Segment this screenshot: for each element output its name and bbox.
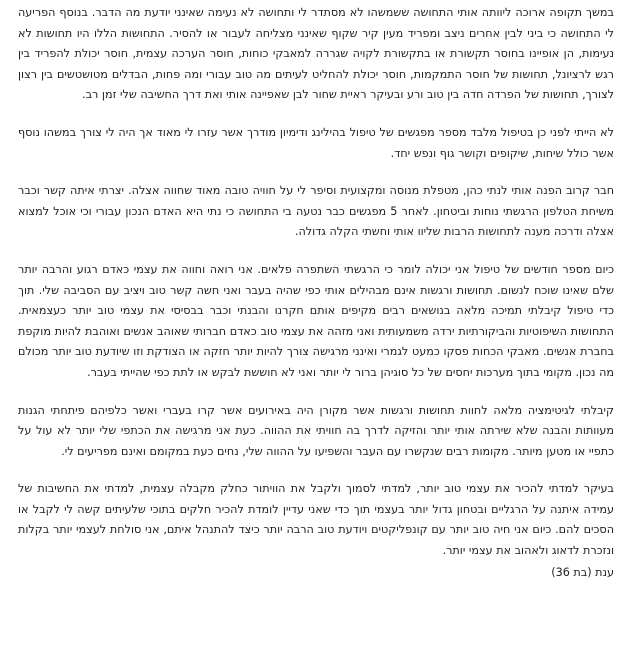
paragraph-2: לא הייתי לפני כן בטיפול מלבד מספר מפגשים של טיפול בהילינג ודימיון מודרך אשר עזרו לי מאוד אך היה לי צורך במשהו נוסף אשר כולל שיחות, שיקופים וקושר גוף ונפש יחד. bbox=[18, 125, 614, 160]
paragraph-6: בעיקר למדתי להכיר את עצמי טוב יותר, למדתי לסמוך ולקבל את הוויתור כחלק מקבלה עצמית, למדתי את החשיבות של עמידה איתנה על הרגליים ובטחון גדול יותר בעצמי תוך כדי שאני עדיין לומדת להכיר חלקים בתוכי שלעיתים קשה לי לקבל או הסכים להם. כיום אני חיה טוב יותר עם קונפליקטים ויודעת טוב הרבה יותר כיצד להתנהל איתם, אני סולחת לעצמי יותר בקלות ונזכרת לדאוג ולאהוב את עצמי יותר. bbox=[18, 482, 614, 558]
paragraph-1: במשך תקופה ארוכה ליוותה אותי התחושה ששמשהו לא מסתדר לי ותחושה לא נעימה שאינני יודעת מה הדבר. בנוסף הפריעה לי התחושה כי ביני לבין אחרים ניצב ומפריד מעין קיר שקוף שאינני מצליחה לעבור או להסיר. התחושות הללו היו תחושות לא נעימות, הן אופיינו בחוסר תקשורת או בתקשורת לקויה שגררה למאבקי כוחות, חוסר הערכה עצמית, חוסר יכולת להפריד בין רגש לרציונל, תחושות של חוסר התמקמות, חוסר יכולת להחליט לעיתים מה טוב עבורי ומה פחות, הבדלים מטושטשים בין רצון לצורך, תחושות של הפרדה חדה בין טוב ורע ובעיקר ראיית שחור לבן שאפיינה אותי ואת דרך החשיבה שלי זמן רב. bbox=[18, 6, 614, 102]
author-signature: ענת (בת 36) bbox=[551, 565, 614, 579]
paragraph-4: כיום מספר חודשים של טיפול אני יכולה לומר כי הרגשתי השתפרה פלאים. אני רואה וחווה את עצמי כאדם רגוע והרבה יותר שלם שאינו שוכח לנשום. תחושות ורגשות אינם מבהילים אותי כפי שהיה בעבר ואני חשה קשר טוב ויציב עם הסביבה שלי. תוך כדי טיפול קיבלתי תמיכה מלאה בנושאים רבים מקיפים אותם חקרנו והבנתי וכבר בבסיסי את עצמי טוב יותר כעצמאית. התחושות השיפוטיות והביקורתיות ירדה משמעותית ואני מזהה את עצמי טוב כאדם חברותי שאוהב אנשים ואוהבת להיות מוקפת בחברת אנשים. מאבקי הכחות פסקו כמעט לגמרי ואינני מרגישה צורך להיות יותר חזקה או הצודקת וזו שיודעת טוב יותר מכולם מה נכון. מקומי בתוך מערכות יחסים של כל סוגיהן ברור לי יותר ואני לא חוששת לבקש או לתת כפי שהייתי בעבר. bbox=[18, 262, 614, 379]
paragraph-5: קיבלתי לגיטימציה מלאה לחוות תחושות ורגשות אשר מקורן היה באירועים אשר קרו בעברי ואשר כלפיהם פיתחתי הגנות מעוותות והבנה שלא שירתה אותי יותר והזיקה לדרך בה חוויתי את ההווה. כעת אני מרגישה את הכתפי שלי יותר לא עול על כתפיי או מטען מיותר. מקומות רבים שנקשרו עם העבר והשפיעו על ההווה שלי, נחים כעת במקומם ואינם מפריעים לי. bbox=[18, 403, 614, 458]
paragraph-3: חבר קרוב הפנה אותי לנתי כהן, מטפלת מנוסה ומקצועית וסיפר לי על חוויה טובה מאוד שחווה אצלה. יצרתי איתה קשר וכבר משיחת הטלפון הרגשתי נוחות וביטחון. לאחר 5 מפגשים כבר נטעה בי התחושה כי נתי היא האדם הנכון עבורי וכי אוכל למצוא אצלה ודרכה מענה לתחושות הרבות שליוו אותי וחשתי הקלה גדולה. bbox=[18, 184, 614, 239]
